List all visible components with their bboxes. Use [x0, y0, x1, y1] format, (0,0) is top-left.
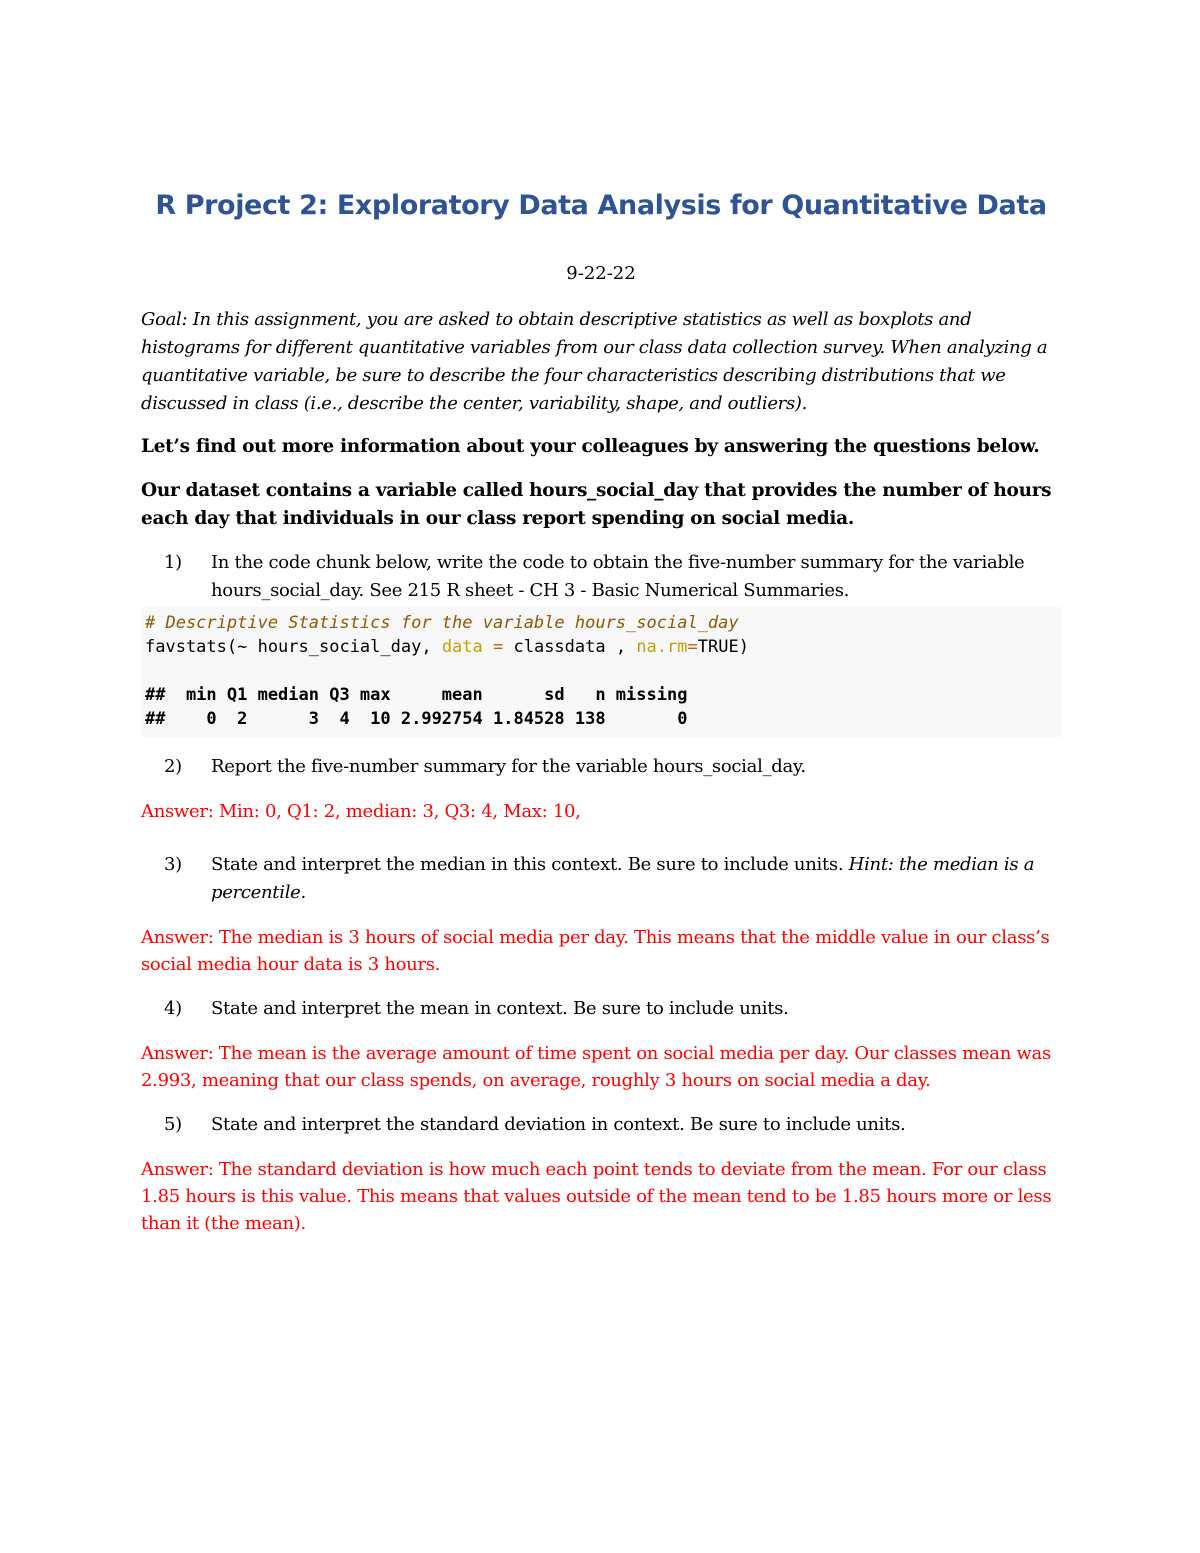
question-text: Report the five-number summary for the variable hours_social_day. — [211, 756, 806, 777]
question-5 — [141, 1111, 1061, 1139]
answer-2: Answer: Min: 0, Q1: 2, median: 3, Q3: 4, Max: 10, — [141, 801, 581, 822]
question-number: 1) — [164, 552, 182, 573]
question-text — [211, 851, 1061, 907]
question-number: 4) — [164, 998, 182, 1019]
code-value-narm: TRUE) — [697, 637, 749, 657]
question-text: State and interpret the mean in context. Be sure to include units. — [211, 998, 789, 1019]
code-arg-narm: na.rm — [636, 637, 688, 657]
question-2 — [141, 753, 1061, 781]
code-value-data: classdata , — [513, 637, 637, 657]
code-operator: = — [687, 637, 698, 657]
code-comment: # Descriptive Statistics for the variable hours_social_day — [145, 613, 739, 633]
question-3 — [141, 851, 1061, 907]
code-arg-data: data — [441, 637, 483, 657]
intro-paragraph-1: Let’s find out more information about your colleagues by answering the questions below. — [141, 436, 1040, 457]
code-output-values: ## 0 2 3 4 10 2.992754 1.84528 138 0 — [145, 709, 688, 729]
code-operator: = — [482, 637, 514, 657]
answer-3: Answer: The median is 3 hours of social media per day. This means that the middle value in our class’s social media hour data is 3 hours. — [141, 927, 1050, 975]
question-hint: Hint: the median is a percentile. — [211, 854, 1035, 903]
document-date: 9-22-22 — [566, 263, 636, 284]
question-1 — [141, 549, 1061, 605]
answer-5: Answer: The standard deviation is how much each point tends to deviate from the mean. For our class 1.85 hours is this value. This means that values outside of the mean tend to be 1.85 hours more or less than it (the mean). — [141, 1159, 1052, 1234]
goal-paragraph: Goal: In this assignment, you are asked to obtain descriptive statistics as well as boxplots and histograms for different quantitative variables from our class data collection survey. When analyzing a quantitative variable, be sure to describe the four characteristics describing distributions that we discussed in class (i.e., describe the center, variability, shape, and outliers). — [141, 309, 1048, 414]
document-title: R Project 2: Exploratory Data Analysis for Quantitative Data — [155, 190, 1047, 221]
question-4 — [141, 995, 1061, 1023]
question-text: State and interpret the standard deviation in context. Be sure to include units. — [211, 1114, 906, 1135]
intro-paragraph-2: Our dataset contains a variable called hours_social_day that provides the number of hours each day that individuals in our class report spending on social media. — [141, 480, 1052, 529]
document-content — [141, 190, 1061, 1237]
answer-4: Answer: The mean is the average amount of time spent on social media per day. Our classes mean was 2.993, meaning that our class spends, on average, roughly 3 hours on social media a day. — [141, 1043, 1051, 1091]
code-function: favstats(~ hours_social_day, — [145, 637, 442, 657]
question-number: 2) — [164, 756, 182, 777]
code-line — [145, 635, 1057, 659]
question-text: In the code chunk below, write the code to obtain the five-number summary for the variable hours_social_day. See 215 R sheet - CH 3 - Basic Numerical Summaries. — [211, 552, 1025, 601]
question-number: 5) — [164, 1114, 182, 1135]
question-text-main: State and interpret the median in this context. Be sure to include units. — [211, 854, 844, 875]
code-chunk — [141, 607, 1061, 737]
code-output-header: ## min Q1 median Q3 max mean sd n missing — [145, 685, 688, 705]
question-number: 3) — [164, 854, 182, 875]
